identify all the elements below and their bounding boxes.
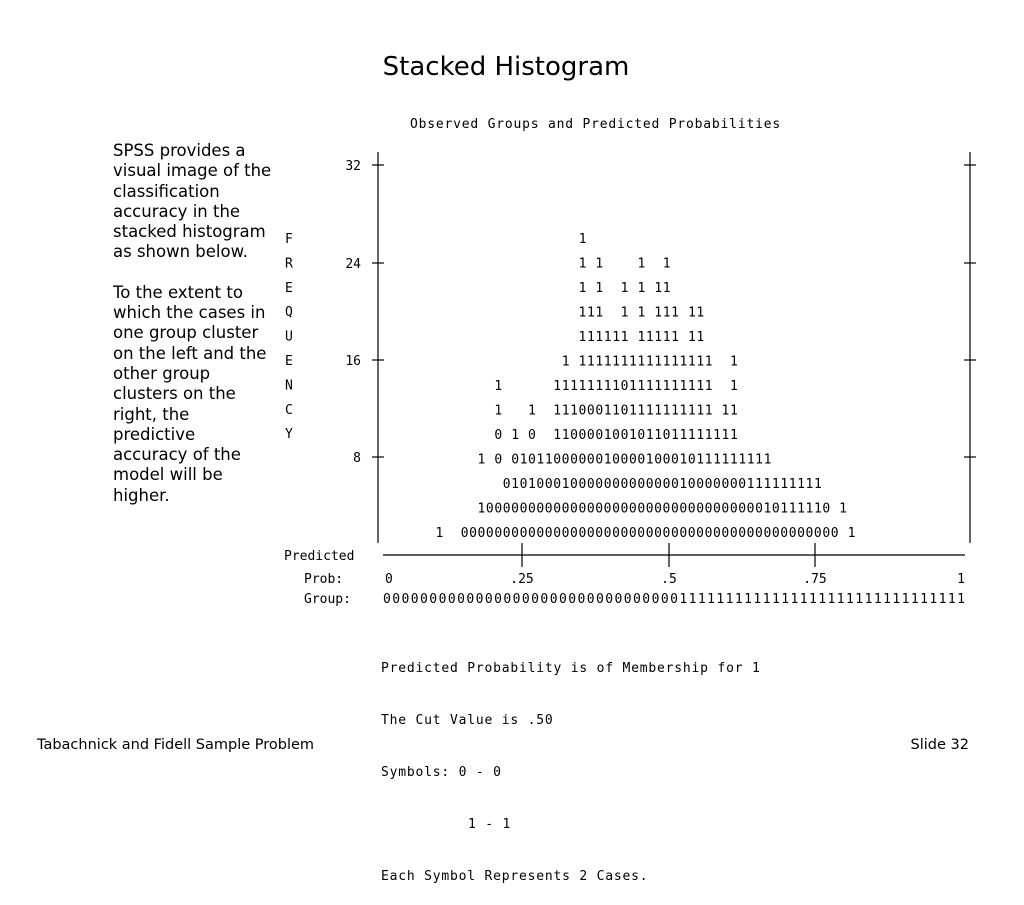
- histogram-row: 111 1 1 111 11: [385, 305, 705, 321]
- frequency-letter: C: [285, 402, 293, 418]
- predicted-label: Predicted: [284, 549, 355, 564]
- histogram-row: 1 1 1110001101111111111 11: [385, 403, 738, 419]
- group-label: Group:: [304, 592, 351, 607]
- footer-source: Tabachnick and Fidell Sample Problem: [37, 737, 315, 753]
- y-tick-label: 8: [353, 451, 361, 466]
- frequency-letter: Y: [285, 427, 293, 443]
- histogram-row: 1 1 1 1: [385, 256, 671, 272]
- slide-title: Stacked Histogram: [382, 52, 630, 82]
- legend-line-membership: Predicted Probability is of Membership for 1: [381, 661, 761, 676]
- histogram-row: 0 1 0 1100001001011011111111: [385, 428, 738, 443]
- frequency-letter: Q: [285, 305, 293, 321]
- slide-number: Slide 32: [910, 737, 969, 753]
- frequency-letter: E: [285, 354, 293, 369]
- prob-tick-label: .25: [510, 572, 534, 587]
- histogram-row: 111111 11111 11: [385, 330, 705, 345]
- spss-legend: [381, 629, 761, 905]
- histogram-row: 1 0 0101100000010000100010111111111: [385, 452, 772, 468]
- intro-paragraph-2: To the extent to which the cases in one group cluster on the left and the other group clusters on the right, the predictive accuracy of the model will be higher.: [113, 282, 267, 505]
- legend-line-symbols: Symbols: 0 - 0: [381, 765, 502, 780]
- histogram-row: 1 1 1 1 11: [385, 281, 671, 296]
- histogram-row: 1 000000000000000000000000000000000000000000000 1: [385, 526, 856, 541]
- frequency-axis-label: [285, 232, 293, 442]
- prob-tick-label: 1: [957, 572, 965, 587]
- y-tick-label: 24: [345, 257, 361, 272]
- frequency-letter: N: [285, 378, 293, 394]
- group-row: 000000000000000000000000000000001111111111111111111111111111111: [383, 592, 965, 607]
- histogram-rows: [385, 232, 855, 541]
- probability-axis: [284, 543, 965, 607]
- prob-tick-label: .75: [803, 572, 827, 587]
- y-tick-label: 16: [345, 354, 361, 369]
- histogram-row: 01010001000000000000010000000111111111: [385, 477, 822, 492]
- legend-line-cases: Each Symbol Represents 2 Cases.: [381, 869, 649, 884]
- legend-line-cut-value: The Cut Value is .50: [381, 713, 554, 728]
- legend-line-symbols-1: 1 - 1: [468, 817, 512, 832]
- histogram-axes: [378, 152, 970, 555]
- prob-tick-label: 0: [385, 572, 393, 587]
- frequency-letter: U: [285, 329, 293, 345]
- frequency-letter: E: [285, 280, 293, 296]
- histogram-row: 1: [385, 232, 587, 247]
- frequency-letter: F: [285, 232, 293, 247]
- histogram-row: 1 1111111111111111 1: [385, 354, 738, 370]
- frequency-letter: R: [285, 256, 293, 272]
- prob-label: Prob:: [304, 572, 344, 587]
- histogram-row: 100000000000000000000000000000000010111110 1: [385, 501, 847, 517]
- y-tick-label: 32: [345, 159, 361, 174]
- prob-tick-label: .5: [661, 572, 677, 587]
- intro-paragraph-1: SPSS provides a visual image of the classification accuracy in the stacked histogram as shown below.: [113, 141, 272, 262]
- histogram-row: 1 1111111101111111111 1: [385, 379, 738, 394]
- spss-plot-title: Observed Groups and Predicted Probabilities: [410, 117, 781, 132]
